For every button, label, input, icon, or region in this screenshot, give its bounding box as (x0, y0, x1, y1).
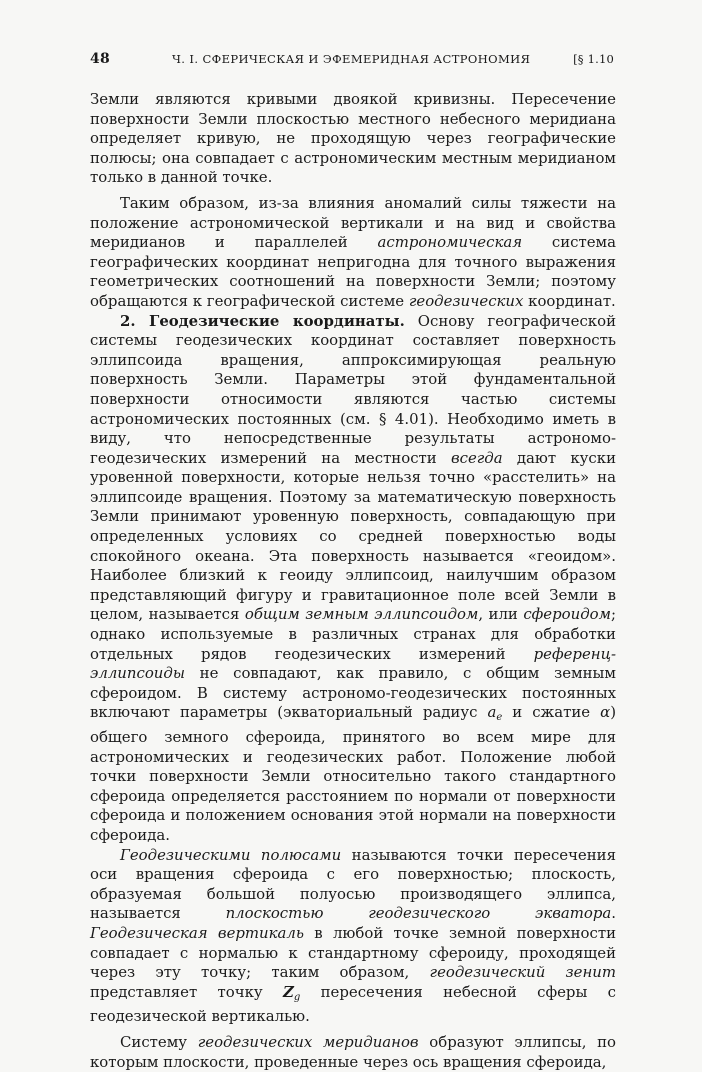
paragraph-5: Систему геодезических меридианов образуют эллипсы, по которым плоскости, проведенные через ось вращения сфероида, (90, 1032, 616, 1071)
term-geodetic: геодезических (408, 291, 524, 310)
term-geodetic-meridians: геодезических меридианов (197, 1032, 419, 1051)
paragraph-2: Таким образом, из-за влияния аномалий силы тяжести на положение астрономической вертикали и на вид и свойства меридианов и параллелей астрономическая система географических координат непригодна для точного выражения геометрических соотношений на поверхности Земли; поэтому обращаются к географической системе геодезических координат. (90, 193, 616, 310)
running-title: Ч. I. СФЕРИЧЕСКАЯ И ЭФЕМЕРИДНАЯ АСТРОНОМИЯ (172, 52, 531, 66)
term-geodetic-zenith: геодезический зенит (429, 963, 617, 982)
section-reference: [§ 1.10 (573, 52, 614, 66)
paragraph-3: 2. Геодезические координаты. Основу географической системы геодезических координат составляет поверхность эллипсоида вращения, аппроксимирующая реальную поверхность Земли. Параметры этой фундаментальной поверхности относимости являются частью системы астрономических постоянных (см. § 4.01). Необходимо иметь в виду, что непосредственные результаты астрономо-геодезических измерений на местности всегда дают куски уровенной поверхности, которые нельзя точно «расстелить» на эллипсоиде вращения. Поэтому за математическую поверхность Земли принимают уровенную поверхность, совпадающую при определенных условиях со средней поверхностью воды спокойного океана. Эта поверхность называется «геоидом». Наиболее близкий к геоиду эллипсоид, наилучшим образом представляющий фигуру и гравитационное поле всей Земли в целом, называется общим земным эллипсоидом, или сфероидом; однако используемые в различных странах для обработки отдельных рядов геодезических измерений референц-эллипсоиды не совпадают, как правило, с общим земным сфероидом. В систему астрономо-геодезических постоянных включают параметры (экваториальный радиус $a_e$ и сжатие α) общего земного сфероида, принятого во всем мире для астрономических и геодезических работ. Положение любой точки поверхности Земли относительно такого стандартного сфероида определяется расстоянием по нормали от поверхности сфероида и положением основания этой нормали на поверхности сфероида. (90, 311, 617, 844)
symbol-zenith: Z (283, 982, 294, 1001)
term-geodetic-equator-plane: плоскостью геодезического экватора (225, 904, 612, 923)
term-reference-ellipsoids: референц-эллипсоиды (90, 644, 616, 683)
page-number: 48 (90, 51, 110, 67)
paragraph-1: Земли являются кривыми двоякой кривизны. Пересечение поверхности Земли плоскостью местного небесного меридиана определяет кривую, не проходящую через географические полюсы; она совпадает с астрономическим местным меридианом только в данной точке. (90, 90, 616, 187)
term-spheroid: сфероидом (523, 605, 611, 624)
term-geodetic-vertical: Геодезическая вертикаль (90, 923, 305, 942)
term-geodetic-poles: Геодезическими полюсами (120, 845, 342, 864)
symbol-equatorial-radius: a (487, 703, 497, 722)
body-text (90, 90, 616, 1072)
term-astronomical: астрономическая (377, 233, 523, 252)
paragraph-4: Геодезическими полюсами называются точки пересечения оси вращения сфероида с его поверхностью; плоскость, образуемая большой полуосью производящего эллипса, называется плоскостью геодезического экватора. Геодезическая вертикаль в любой точке земной поверхности совпадает с нормалью к стандартному сфероиду, проходящей через эту точку; таким образом, геодезический зенит представляет точку $Z_g$ пересечения небесной сферы с геодезической вертикалью. (90, 845, 617, 1026)
running-head (90, 51, 614, 71)
symbol-flattening: α (600, 703, 611, 722)
term-general-earth-ellipsoid: общим земным эллипсоидом (244, 605, 479, 624)
section-heading-geodetic-coordinates: 2. Геодезические координаты. (120, 311, 405, 330)
